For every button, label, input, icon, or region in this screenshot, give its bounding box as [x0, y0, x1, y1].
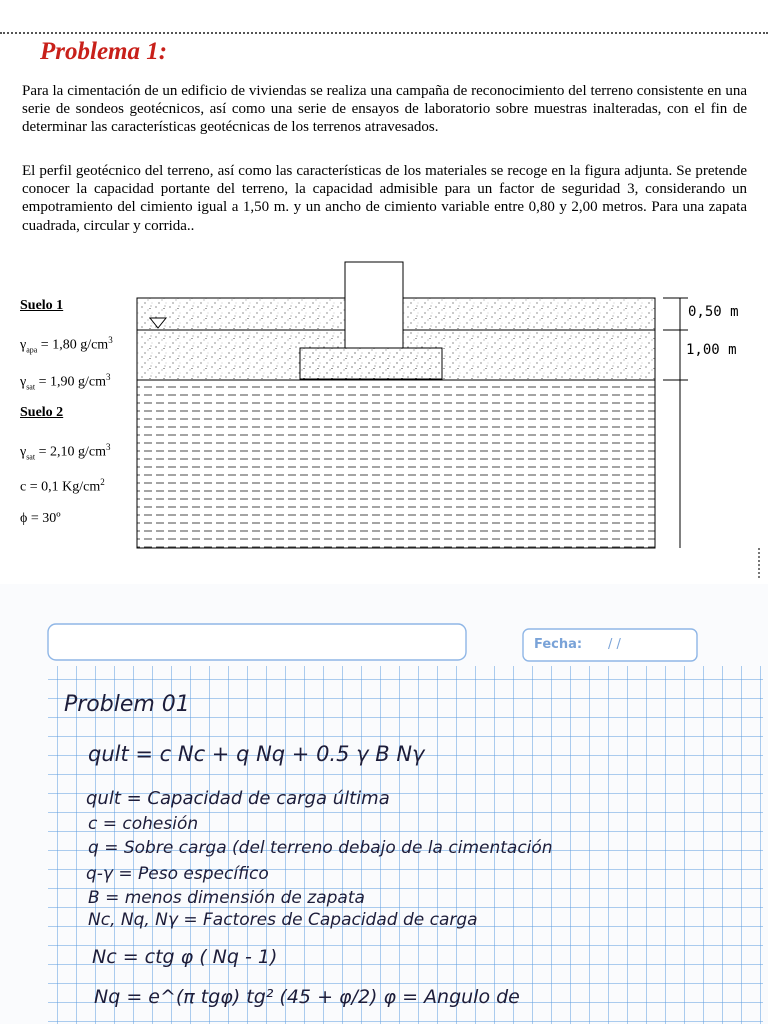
- soil2-cohesion: c = 0,1 $Kg/cm^2$: [20, 477, 105, 495]
- soil2-phi: ϕ = 30º: [20, 511, 61, 526]
- soil2-layer: [137, 380, 655, 548]
- name-box: [48, 624, 466, 660]
- soil2-gamma-sat: $\gamma_{sat} = 2,10$ $g/cm^3$: [20, 442, 111, 462]
- hw-line-4: c = cohesión: [88, 814, 199, 834]
- hw-line-2: qult = c Nc + q Nq + 0.5 γ B Nγ: [88, 742, 425, 766]
- hw-line-6: q-γ = Peso específico: [86, 864, 269, 884]
- hw-line-5: q = Sobre carga (del terreno debajo de la cimentación: [88, 838, 553, 858]
- soil1-gamma-apa: $\gamma_{apa} = 1,80$ $g/cm^3$: [20, 335, 113, 355]
- paragraph-2: El perfil geotécnico del terreno, así como las características de los materiales se recoge en la figura adjunta. Se pretende conocer la capacidad portante del terreno, la capacidad admisible para un factor de seguridad 3, considerando un empotramiento del cimiento igual a 1,50 m. y un ancho de cimiento variable entre 0,80 y 2,00 metros. Para una zapata cuadrada, circular y corrida..: [22, 163, 747, 234]
- column: [345, 262, 403, 348]
- fecha-label: Fecha:: [534, 637, 583, 652]
- footing: [300, 348, 442, 379]
- side-dotted-rule: [758, 548, 760, 578]
- fecha-slashes: / /: [608, 637, 621, 652]
- paragraph-1: Para la cimentación de un edificio de viviendas se realiza una campaña de reconocimiento del terreno consistente en una serie de sondeos geotécnicos, así como una serie de ensayos de laboratorio sobre muestras inalteradas, con el fin de determinar las características geotécnicas de los terrenos atravesados.: [22, 83, 747, 136]
- hw-line-3: qult = Capacidad de carga última: [86, 788, 390, 809]
- dim-050: 0,50 m: [688, 304, 739, 320]
- soil-profile-diagram: [0, 255, 768, 555]
- hw-line-10: Nq = e^(π tgφ) tg² (45 + φ/2) φ = Angulo de: [94, 986, 520, 1008]
- problem-title: Problema 1:: [40, 38, 168, 65]
- hw-line-7: B = menos dimensión de zapata: [88, 888, 365, 908]
- soil2-heading: Suelo 2: [20, 405, 64, 420]
- soil1-heading: Suelo 1: [20, 298, 64, 313]
- notebook-page: [0, 584, 768, 1024]
- hw-line-9: Nc = ctg φ ( Nq - 1): [92, 946, 278, 968]
- dim-100: 1,00 m: [686, 342, 737, 358]
- top-dotted-rule: [0, 32, 768, 34]
- hw-line-8: Nc, Nq, Nγ = Factores de Capacidad de carga: [88, 910, 478, 930]
- soil1-gamma-sat: $\gamma_{sat} = 1,90$ $g/cm^3$: [20, 372, 111, 392]
- hw-line-1: Problem 01: [64, 692, 190, 717]
